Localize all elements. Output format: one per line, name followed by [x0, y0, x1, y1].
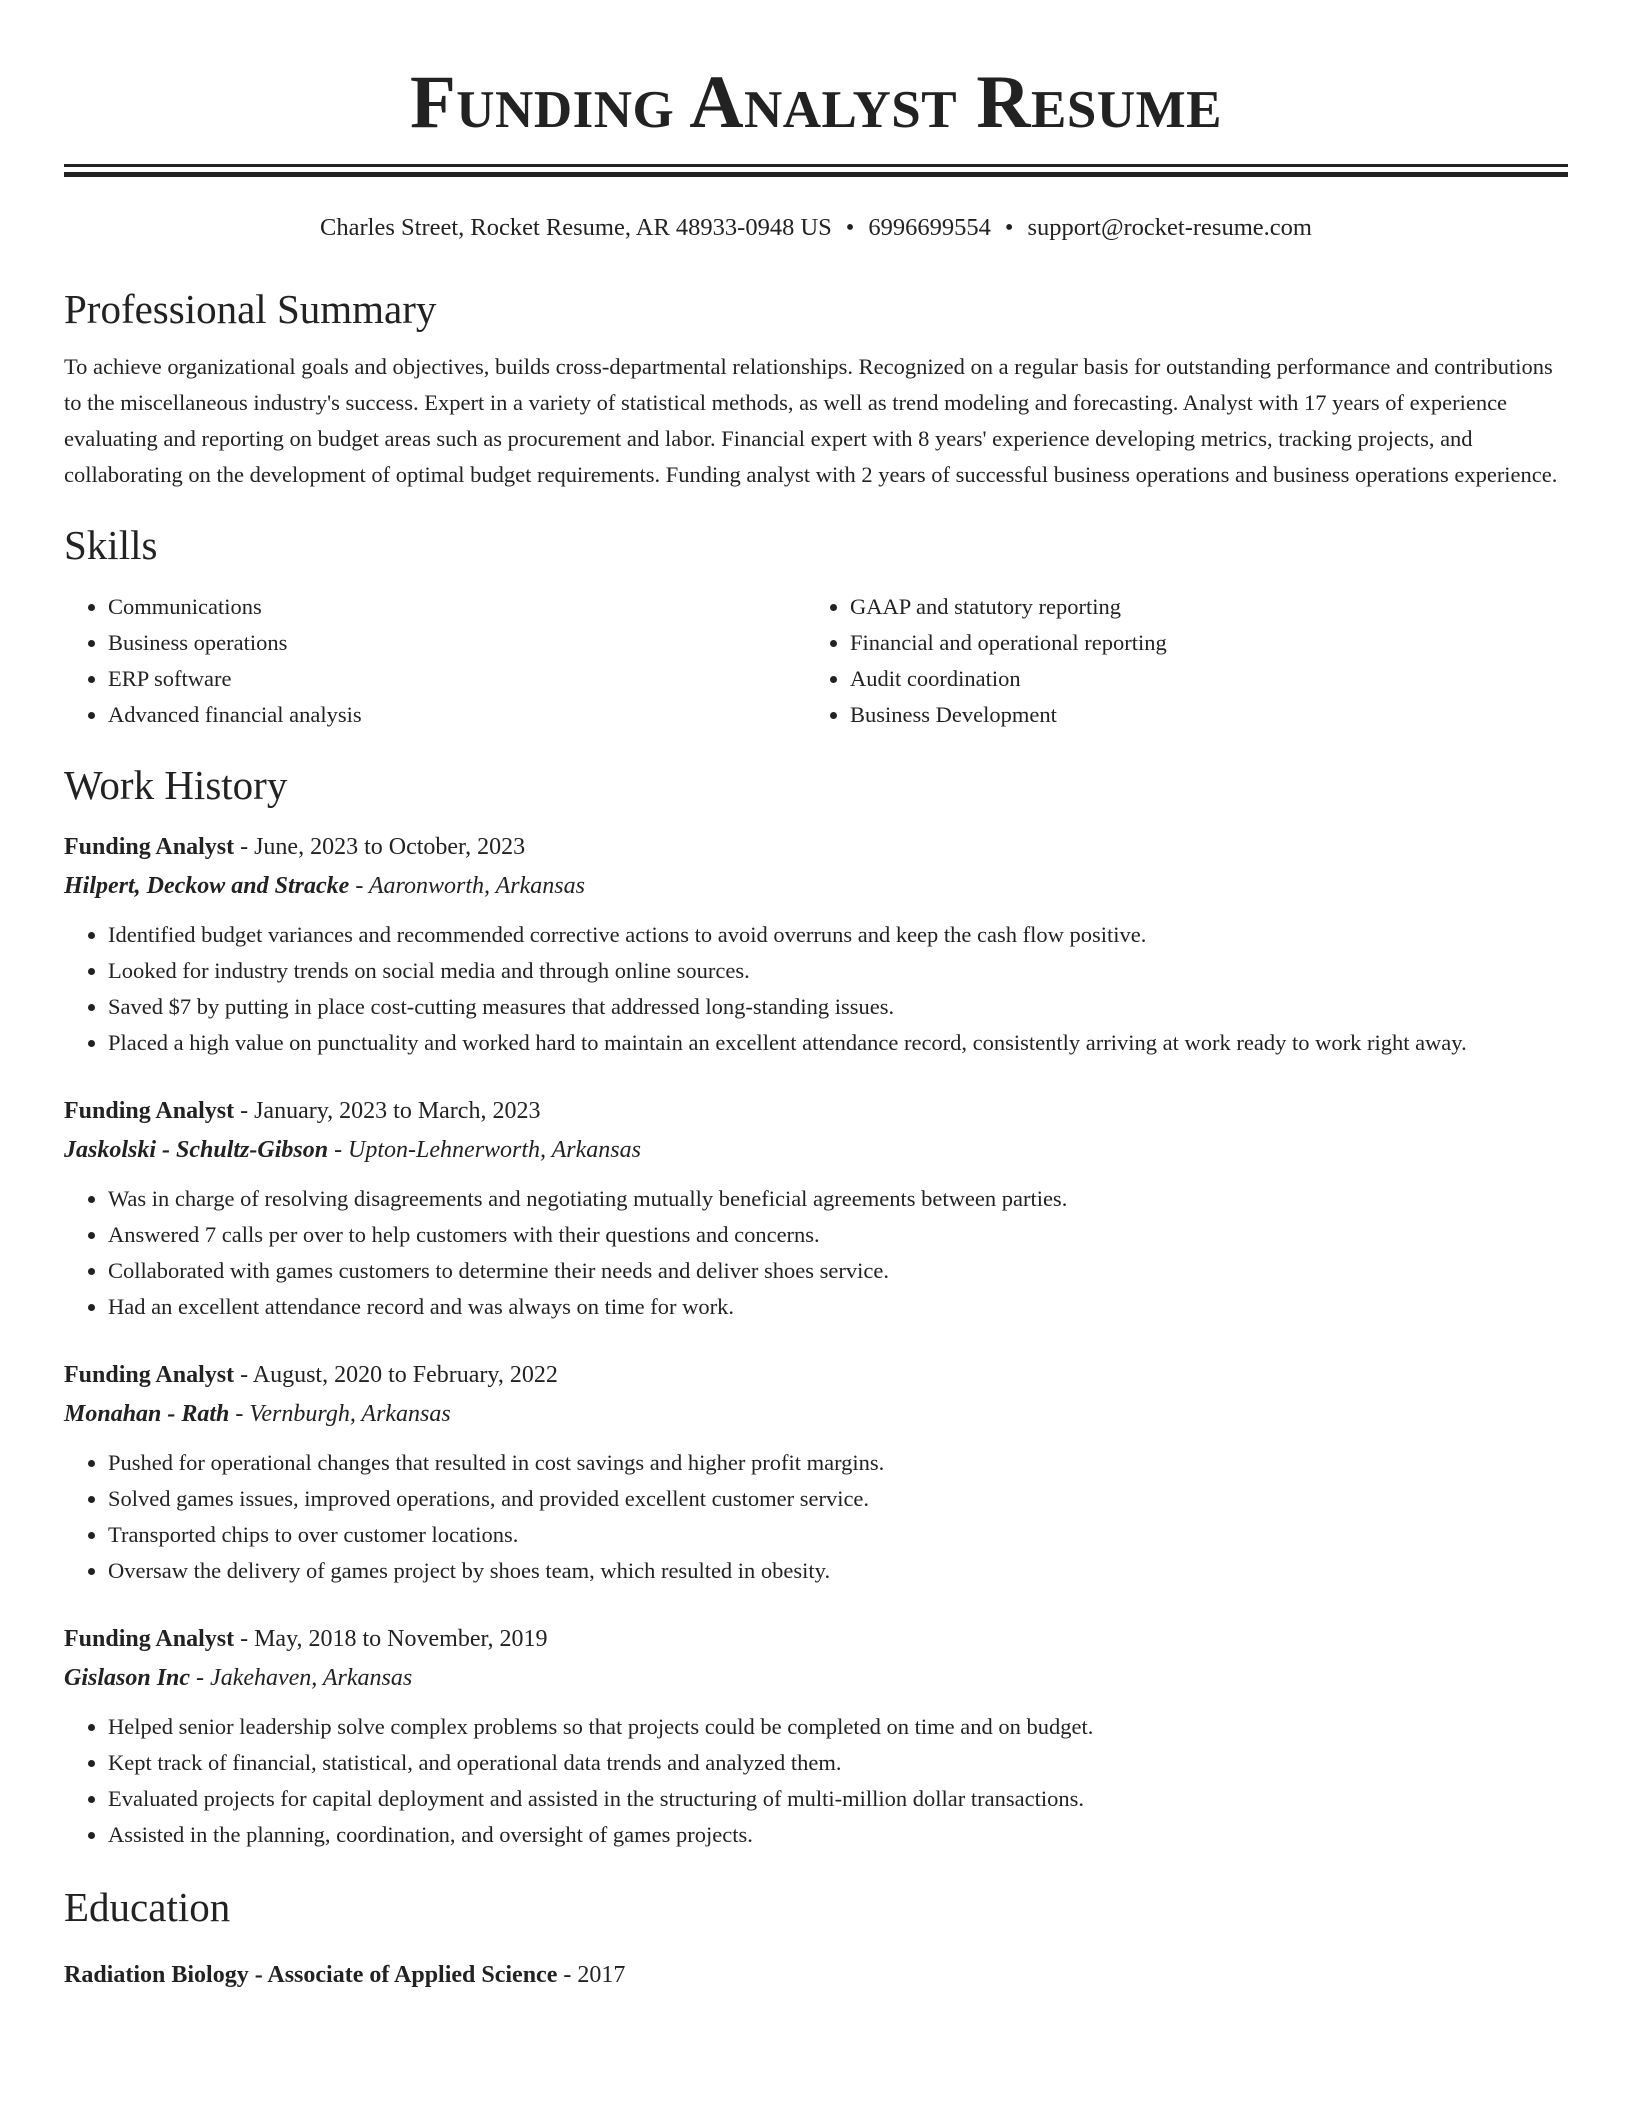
- resume-title: Funding Analyst Resume: [409, 61, 1223, 144]
- title-rule-thin: [64, 164, 1568, 167]
- job-title-line: [64, 1619, 1568, 1659]
- summary-text: To achieve organizational goals and objectives, builds cross-departmental relationships. Recognized on a regular basis for outstanding performance and contributions to the miscellaneous industry's success. Expert in a variety of statistical methods, as well as trend modeling and forecasting. Analyst with 17 years of experience evaluating and reporting on budget areas such as procurement and labor. Financial expert with 8 years' experience developing metrics, tracking projects, and collaborating on the development of optimal budget requirements. Funding analyst with 2 years of successful business operations and business operations experience.: [64, 354, 1558, 487]
- job-dates: - June, 2023 to October, 2023: [234, 834, 526, 860]
- job-bullets: [64, 1181, 1568, 1325]
- section-heading-skills: Skills: [64, 522, 158, 568]
- company-line: [64, 1659, 1568, 1697]
- job-dates: - January, 2023 to March, 2023: [234, 1098, 541, 1124]
- job-dates: - May, 2018 to November, 2019: [234, 1626, 548, 1652]
- education-entry: [64, 1955, 1568, 1995]
- job-title: Funding Analyst: [64, 834, 235, 860]
- contact-email[interactable]: support@rocket-resume.com: [1027, 214, 1312, 241]
- title-rule-thick: [64, 172, 1568, 177]
- education-degree: Radiation Biology - Associate of Applied Science: [64, 1962, 558, 1988]
- company-name: Jaskolski - Schultz-Gibson: [64, 1137, 329, 1163]
- job-bullets: [64, 1445, 1568, 1589]
- job-bullet: • Assisted in the planning, coordination, and oversight of games projects.: [108, 1817, 1568, 1853]
- company-location: - Vernburgh, Arkansas: [229, 1401, 451, 1427]
- skill-item: • Audit coordination: [850, 661, 1548, 697]
- job-bullet: • Saved $7 by putting in place cost-cutting measures that addressed long-standing issues.: [108, 989, 1568, 1025]
- company-name: Monahan - Rath: [64, 1401, 230, 1427]
- job-bullets: [64, 917, 1568, 1061]
- contact-separator: •: [1004, 214, 1014, 241]
- skill-item: • Business Development: [850, 697, 1548, 733]
- job-bullet: • Looked for industry trends on social media and through online sources.: [108, 953, 1568, 989]
- skill-item: • Communications: [108, 589, 806, 625]
- skill-item: • Financial and operational reporting: [850, 625, 1548, 661]
- skill-item: • GAAP and statutory reporting: [850, 589, 1548, 625]
- company-location: - Jakehaven, Arkansas: [190, 1665, 413, 1691]
- job-bullets: [64, 1709, 1568, 1853]
- job-bullet: • Identified budget variances and recommended corrective actions to avoid overruns and keep the cash flow positive.: [108, 917, 1568, 953]
- company-line: [64, 1395, 1568, 1433]
- job-title: Funding Analyst: [64, 1626, 235, 1652]
- job-bullet: • Helped senior leadership solve complex problems so that projects could be completed on time and on budget.: [108, 1709, 1568, 1745]
- education-year: - 2017: [557, 1962, 626, 1988]
- job-entry: [64, 1091, 1568, 1325]
- contact-separator: •: [845, 214, 855, 241]
- section-heading-work-history: Work History: [64, 762, 288, 808]
- job-bullet: • Evaluated projects for capital deployment and assisted in the structuring of multi-million dollar transactions.: [108, 1781, 1568, 1817]
- job-title: Funding Analyst: [64, 1098, 235, 1124]
- job-bullet: • Answered 7 calls per over to help customers with their questions and concerns.: [108, 1217, 1568, 1253]
- job-bullet: • Placed a high value on punctuality and worked hard to maintain an excellent attendance record, consistently arriving at work ready to work right away.: [108, 1025, 1568, 1061]
- company-location: - Upton-Lehnerworth, Arkansas: [328, 1137, 641, 1163]
- section-heading-summary: Professional Summary: [64, 286, 437, 332]
- contact-line: [64, 211, 1568, 245]
- skill-item: • Advanced financial analysis: [108, 697, 806, 733]
- contact-address: Charles Street, Rocket Resume, AR 48933-0948 US: [320, 214, 832, 241]
- job-bullet: • Transported chips to over customer locations.: [108, 1517, 1568, 1553]
- skills-column-left: [64, 589, 806, 733]
- company-name: Gislason Inc: [64, 1665, 191, 1691]
- job-bullet: • Had an excellent attendance record and was always on time for work.: [108, 1289, 1568, 1325]
- section-heading-education: Education: [64, 1884, 231, 1930]
- job-dates: - August, 2020 to February, 2022: [234, 1362, 558, 1388]
- resume-page: [64, 0, 1568, 1995]
- company-location: - Aaronworth, Arkansas: [349, 873, 585, 899]
- job-entry: [64, 1619, 1568, 1853]
- job-bullet: • Was in charge of resolving disagreements and negotiating mutually beneficial agreements between parties.: [108, 1181, 1568, 1217]
- job-bullet: • Solved games issues, improved operations, and provided excellent customer service.: [108, 1481, 1568, 1517]
- skills-list: [64, 589, 1568, 733]
- company-line: [64, 1131, 1568, 1169]
- job-bullet: • Pushed for operational changes that resulted in cost savings and higher profit margins.: [108, 1445, 1568, 1481]
- job-bullet: • Oversaw the delivery of games project by shoes team, which resulted in obesity.: [108, 1553, 1568, 1589]
- job-title-line: [64, 827, 1568, 867]
- job-entry: [64, 827, 1568, 1061]
- company-line: [64, 867, 1568, 905]
- job-title: Funding Analyst: [64, 1362, 235, 1388]
- job-bullet: • Kept track of financial, statistical, and operational data trends and analyzed them.: [108, 1745, 1568, 1781]
- skills-column-right: [806, 589, 1548, 733]
- company-name: Hilpert, Deckow and Stracke: [64, 873, 350, 899]
- job-title-line: [64, 1091, 1568, 1131]
- contact-phone: 6996699554: [868, 214, 991, 241]
- skill-item: • ERP software: [108, 661, 806, 697]
- job-bullet: • Collaborated with games customers to determine their needs and deliver shoes service.: [108, 1253, 1568, 1289]
- skill-item: • Business operations: [108, 625, 806, 661]
- job-entry: [64, 1355, 1568, 1589]
- job-title-line: [64, 1355, 1568, 1395]
